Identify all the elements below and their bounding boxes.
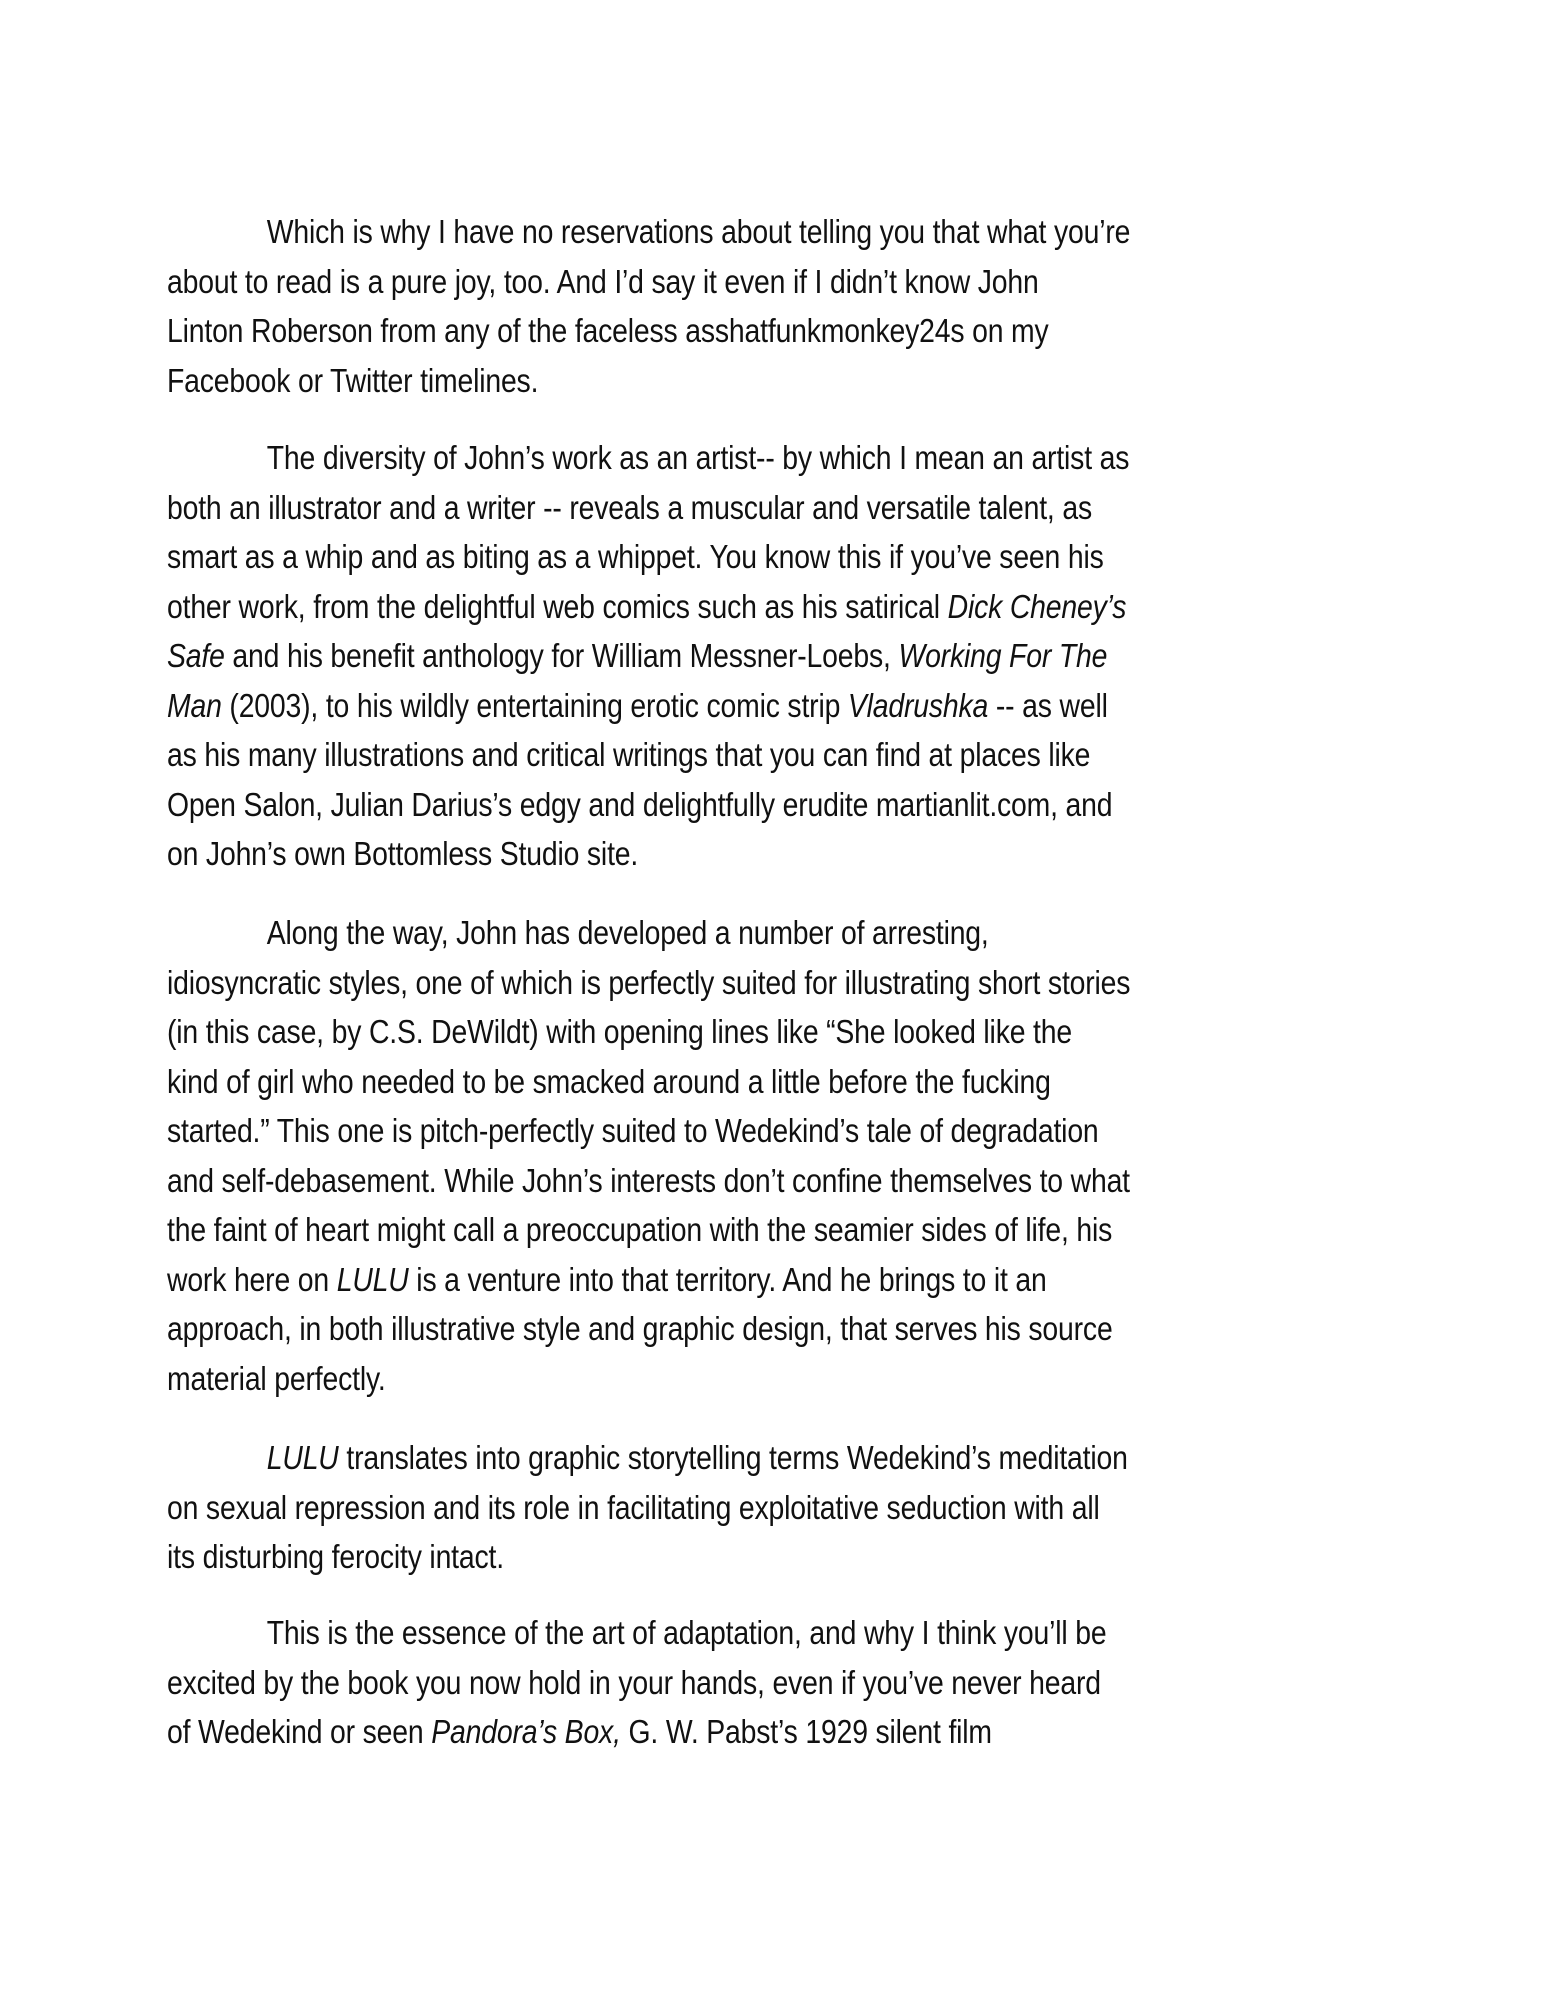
text-run: on sexual repression and its role in facilitating exploitative seduction with all [167,1488,1100,1526]
italic-title: Pandora’s Box, [431,1713,621,1750]
text-line [167,1156,1130,1206]
text-line [167,433,1130,483]
paragraph-3 [167,908,1287,1403]
text-line [167,1205,1130,1255]
text-run: Which is why I have no reservations about telling you that what you’re [266,213,1131,250]
text-run: work here on [167,1260,337,1298]
text-run: Linton Roberson from any of the faceless asshatfunkmonkey24s on my [167,312,1049,349]
text-line [167,1255,1130,1305]
text-line [167,1483,1130,1533]
paragraph-2 [167,433,1287,879]
text-run: approach, in both illustrative style and graphic design, that serves his source [167,1310,1113,1347]
italic-title: LULU [266,1439,339,1476]
text-run: idiosyncratic styles, one of which is perfectly suited for illustrating short stories [167,963,1131,1001]
text-line [167,730,1130,780]
text-line [167,257,1130,307]
paragraph-4 [167,1433,1287,1582]
text-run: smart as a whip and as biting as a whippet. You know this if you’ve seen his [167,538,1104,575]
text-run: translates into graphic storytelling terms Wedekind’s meditation [338,1439,1128,1476]
italic-title: Safe [167,637,225,674]
italic-title: Dick Cheney’s [947,587,1127,625]
text-run: Open Salon, Julian Darius’s edgy and delightfully erudite martianlit.com, and [167,785,1113,823]
text-run: as his many illustrations and critical writings that you can find at places like [167,736,1091,773]
text-line [167,483,1130,533]
text-run: kind of girl who needed to be smacked around a little before the fucking [167,1062,1051,1100]
text-line [167,1658,1130,1708]
text-run: its disturbing ferocity intact. [167,1538,504,1575]
text-line [167,1707,1130,1757]
text-run: and his benefit anthology for William Messner-Loebs, [224,637,899,674]
text-line [167,681,1130,731]
text-run: (in this case, by C.S. DeWildt) with opening lines like “She looked like the [167,1013,1072,1050]
text-run: of Wedekind or seen [167,1713,432,1750]
text-run: is a venture into that territory. And he brings to it an [408,1260,1047,1298]
text-line [167,207,1130,257]
text-run: both an illustrator and a writer -- reveals a muscular and versatile talent, as [167,488,1092,526]
text-run: started.” This one is pitch-perfectly suited to Wedekind’s tale of degradation [167,1112,1099,1149]
text-run: on John’s own Bottomless Studio site. [167,835,639,872]
text-line [167,306,1130,356]
text-run: excited by the book you now hold in your hands, even if you’ve never heard [167,1663,1101,1701]
text-line [167,1433,1130,1483]
paragraph-1 [167,207,1287,405]
text-run: (2003), to his wildly entertaining erotic comic strip [221,686,848,724]
text-run: The diversity of John’s work as an artist-- by which I mean an artist as [266,439,1130,476]
text-line [167,780,1130,830]
text-run: other work, from the delightful web comics such as his satirical [167,587,948,625]
text-line [167,1106,1130,1156]
italic-title: Working For The [898,637,1108,674]
text-run: Facebook or Twitter timelines. [167,361,539,399]
paragraph-5 [167,1608,1287,1757]
text-run: -- as well [988,686,1108,724]
text-run: the faint of heart might call a preoccupation with the seamier sides of life, his [167,1211,1113,1248]
text-run: and self-debasement. While John’s interests don’t confine themselves to what [167,1161,1130,1199]
text-run: G. W. Pabst’s 1929 silent film [620,1713,992,1750]
text-run: Along the way, John has developed a number of arresting, [266,914,989,951]
text-line [167,829,1130,879]
text-run: about to read is a pure joy, too. And I’d say it even if I didn’t know John [167,262,1039,300]
text-line [167,1304,1130,1354]
text-line [167,1057,1130,1107]
text-line [167,1354,1130,1404]
text-line [167,1608,1130,1658]
text-line [167,958,1130,1008]
text-line [167,908,1130,958]
text-line [167,631,1130,681]
italic-title: LULU [336,1260,409,1298]
text-line [167,356,1130,406]
italic-title: Vladrushka [847,686,989,724]
text-line [167,1532,1130,1582]
italic-title: Man [167,686,222,724]
text-run: material perfectly. [167,1359,386,1397]
text-line [167,1007,1130,1057]
text-line [167,582,1130,632]
text-line [167,532,1130,582]
text-run: This is the essence of the art of adaptation, and why I think you’ll be [266,1614,1107,1651]
